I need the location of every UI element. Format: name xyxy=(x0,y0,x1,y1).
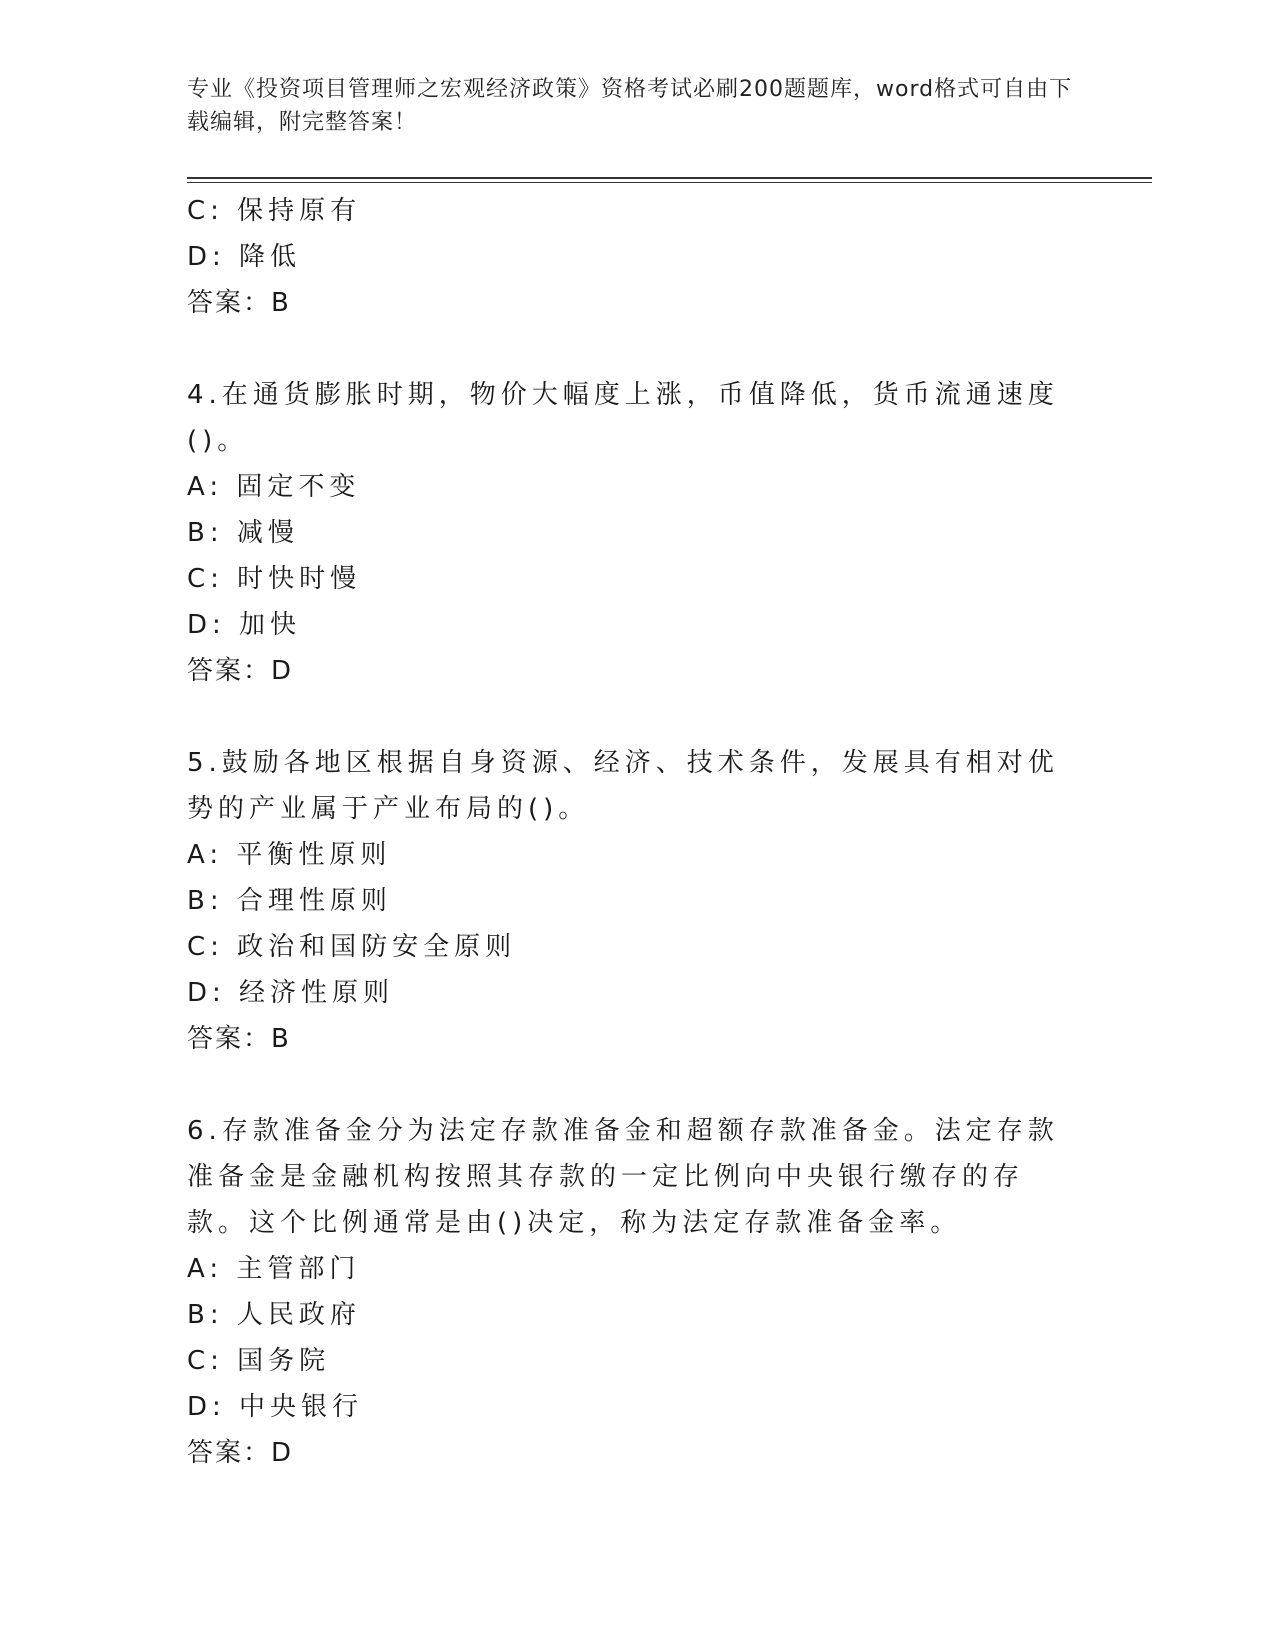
spacer xyxy=(187,326,1067,372)
option-c: C: 国务院 xyxy=(187,1346,331,1376)
option-b: B: 合理性原则 xyxy=(187,886,392,916)
question-5 xyxy=(187,740,1067,1062)
option-d: D: 加快 xyxy=(187,610,302,640)
option-a: A: 平衡性原则 xyxy=(187,840,392,870)
spacer xyxy=(187,1062,1067,1108)
document-header: 专业《投资项目管理师之宏观经济政策》资格考试必刷200题题库，word格式可自由下载编辑，附完整答案！ xyxy=(187,77,1073,135)
option-a: A: 主管部门 xyxy=(187,1254,361,1284)
option-a: A: 固定不变 xyxy=(187,472,361,502)
option-d: D: 降低 xyxy=(187,242,302,272)
question-stem: 6.存款准备金分为法定存款准备金和超额存款准备金。法定存款准备金是金融机构按照其存款的一定比例向中央银行缴存的存款。这个比例通常是由()决定，称为法定存款准备金率。 xyxy=(187,1116,1059,1238)
option-d: D: 经济性原则 xyxy=(187,978,395,1008)
question-list xyxy=(187,188,1067,1476)
question-stem: 4.在通货膨胀时期，物价大幅度上涨，币值降低，货币流通速度()。 xyxy=(187,380,1059,456)
option-b: B: 减慢 xyxy=(187,518,299,548)
previous-question-tail xyxy=(187,188,1067,326)
header-divider-thin xyxy=(187,182,1152,183)
header-divider-thick xyxy=(187,177,1152,179)
question-6 xyxy=(187,1108,1067,1476)
answer: 答案：B xyxy=(187,288,291,318)
spacer xyxy=(187,694,1067,740)
question-4 xyxy=(187,372,1067,694)
option-c: C: 时快时慢 xyxy=(187,564,362,594)
option-b: B: 人民政府 xyxy=(187,1300,361,1330)
option-d: D: 中央银行 xyxy=(187,1392,364,1422)
answer: 答案：B xyxy=(187,1024,291,1054)
answer: 答案：D xyxy=(187,656,294,686)
question-stem: 5.鼓励各地区根据自身资源、经济、技术条件，发展具有相对优势的产业属于产业布局的()。 xyxy=(187,748,1059,824)
option-c: C: 保持原有 xyxy=(187,196,362,226)
answer: 答案：D xyxy=(187,1438,294,1468)
option-c: C: 政治和国防安全原则 xyxy=(187,932,517,962)
